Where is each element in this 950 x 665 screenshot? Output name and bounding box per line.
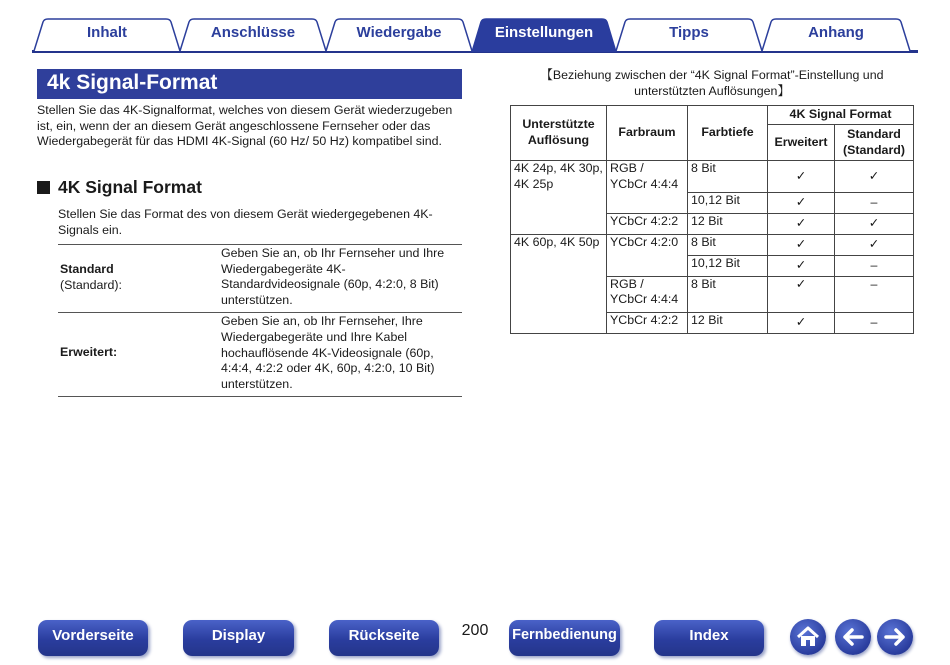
cell-colorspace: YCbCr 4:2:2 bbox=[607, 312, 688, 333]
tab-label: Anschlüsse bbox=[210, 24, 296, 41]
intro-text: Stellen Sie das 4K-Signalformat, welches von diesem Gerät wiederzugeben ist, ein, wenn der an diesem Gerät angeschlossene Fernseher oder das Wiedergabegerät für das HDMI 4K-Signal (60 Hz/ 50 Hz) kompatibel sind. bbox=[37, 103, 453, 149]
header-group: 4K Signal Format bbox=[768, 106, 914, 125]
page-number: 200 bbox=[461, 622, 489, 639]
option-key-rest: (Standard): bbox=[60, 277, 122, 292]
cell-standard: – bbox=[835, 192, 914, 213]
cell-standard: ✓ bbox=[835, 161, 914, 193]
page-title: 4k Signal-Format bbox=[47, 71, 218, 94]
table-row bbox=[511, 161, 914, 193]
cell-resolution: 4K 24p, 4K 30p, 4K 25p bbox=[511, 161, 607, 235]
tab-einstellungen[interactable] bbox=[471, 18, 617, 52]
cell-standard: ✓ bbox=[835, 213, 914, 234]
option-key-bold: Standard bbox=[60, 262, 114, 276]
cell-standard: ✓ bbox=[835, 234, 914, 255]
cell-resolution: 4K 60p, 4K 50p bbox=[511, 234, 607, 333]
home-button[interactable] bbox=[790, 619, 826, 655]
section-description: Stellen Sie das Format des von diesem Gerät wiedergegebenen 4K-Signals ein. bbox=[58, 207, 433, 237]
header-depth: Farbtiefe bbox=[688, 106, 768, 161]
square-bullet-icon bbox=[37, 181, 50, 194]
header-standard: Standard (Standard) bbox=[835, 125, 914, 161]
cell-depth: 8 Bit bbox=[688, 234, 768, 255]
cell-depth: 12 Bit bbox=[688, 213, 768, 234]
option-key-bold: Erweitert: bbox=[60, 345, 118, 360]
tab-label: Wiedergabe bbox=[356, 24, 442, 41]
index-button[interactable]: Index bbox=[654, 620, 764, 656]
cell-depth: 10,12 Bit bbox=[688, 255, 768, 276]
back-button[interactable] bbox=[835, 619, 871, 655]
rear-panel-button[interactable]: Rückseite bbox=[329, 620, 439, 656]
tab-label: Anhang bbox=[808, 24, 864, 41]
display-button[interactable]: Display bbox=[183, 620, 294, 656]
front-panel-button[interactable]: Vorderseite bbox=[38, 620, 148, 656]
cell-colorspace bbox=[607, 255, 688, 276]
cell-enhanced: ✓ bbox=[768, 213, 835, 234]
table-caption: 【Beziehung zwischen der “4K Signal Format”-Einstellung und unterstützten Auflösungen】 bbox=[540, 68, 884, 98]
cell-depth: 10,12 Bit bbox=[688, 192, 768, 213]
option-key bbox=[60, 262, 122, 293]
table-header-row bbox=[511, 106, 914, 125]
header-enhanced: Erweitert bbox=[768, 125, 835, 161]
header-colorspace: Farbraum bbox=[607, 106, 688, 161]
tab-wiedergabe[interactable] bbox=[325, 18, 473, 52]
arrow-right-icon bbox=[877, 619, 913, 655]
remote-control-button[interactable]: Fernbedienung bbox=[509, 620, 620, 656]
header-resolution: Unterstützte Auflösung bbox=[511, 106, 607, 161]
cell-colorspace: RGB / YCbCr 4:4:4 bbox=[607, 276, 688, 312]
tab-tipps[interactable] bbox=[615, 18, 763, 52]
tab-label: Tipps bbox=[669, 24, 709, 41]
cell-standard: – bbox=[835, 255, 914, 276]
cell-colorspace: YCbCr 4:2:2 bbox=[607, 213, 688, 234]
option-value: Geben Sie an, ob Ihr Fernseher, Ihre Wiedergabegeräte und Ihre Kabel hochauflösende 4K-Videosignale (60p, 4:4:4, 4:2:2 oder 4K, 60p, 4:2:0, 10 Bit) unterstützen. bbox=[221, 314, 435, 391]
cell-standard: – bbox=[835, 312, 914, 333]
resolution-table bbox=[510, 105, 914, 334]
tab-bar bbox=[0, 0, 950, 56]
cell-depth: 12 Bit bbox=[688, 312, 768, 333]
option-row bbox=[58, 312, 462, 397]
cell-enhanced: ✓ bbox=[768, 255, 835, 276]
tab-anschluesse[interactable] bbox=[179, 18, 327, 52]
option-table bbox=[58, 244, 462, 397]
table-row bbox=[511, 234, 914, 255]
page-title-bar bbox=[37, 69, 462, 99]
section-title: 4K Signal Format bbox=[58, 177, 202, 197]
cell-colorspace: RGB / YCbCr 4:4:4 bbox=[607, 161, 688, 193]
cell-colorspace: YCbCr 4:2:0 bbox=[607, 234, 688, 255]
cell-enhanced: ✓ bbox=[768, 234, 835, 255]
cell-colorspace bbox=[607, 192, 688, 213]
tab-label: Einstellungen bbox=[494, 24, 594, 41]
option-row bbox=[58, 244, 462, 312]
tab-inhalt[interactable] bbox=[33, 18, 181, 52]
cell-enhanced: ✓ bbox=[768, 192, 835, 213]
tab-anhang[interactable] bbox=[761, 18, 911, 52]
home-icon bbox=[790, 619, 826, 655]
option-key bbox=[60, 345, 117, 361]
forward-button[interactable] bbox=[877, 619, 913, 655]
cell-depth: 8 Bit bbox=[688, 276, 768, 312]
cell-depth: 8 Bit bbox=[688, 161, 768, 193]
arrow-left-icon bbox=[835, 619, 871, 655]
cell-enhanced: ✓ bbox=[768, 276, 835, 312]
cell-standard: – bbox=[835, 276, 914, 312]
tab-label: Inhalt bbox=[87, 24, 127, 41]
cell-enhanced: ✓ bbox=[768, 312, 835, 333]
option-value: Geben Sie an, ob Ihr Fernseher und Ihre Wiedergabegeräte 4K-Standardvideosignale (60p, 4:2:0, 8 Bit) unterstützen. bbox=[221, 246, 445, 307]
cell-enhanced: ✓ bbox=[768, 161, 835, 193]
